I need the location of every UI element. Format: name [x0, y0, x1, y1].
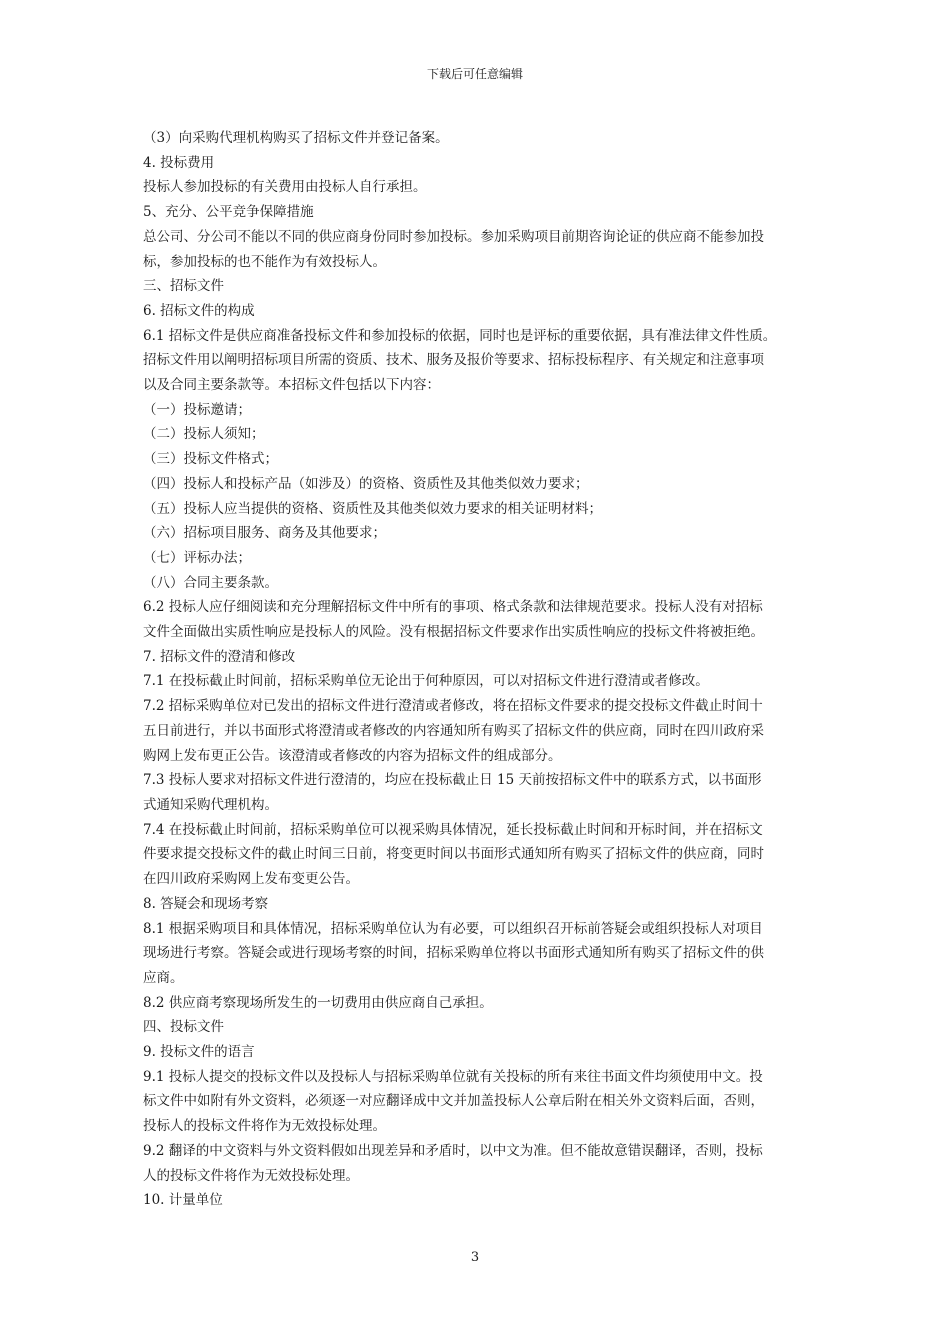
text-line: 三、招标文件 [143, 278, 224, 295]
text-line: 6. 招标文件的构成 [143, 302, 255, 319]
text-line: 招标文件用以阐明招标项目所需的资质、技术、服务及报价等要求、招标投标程序、有关规定和注意事项 [143, 352, 764, 369]
text-line: 现场进行考察。答疑会或进行现场考察的时间，招标采购单位将以书面形式通知所有购买了招标文件的供 [143, 945, 764, 962]
text-line: 4. 投标费用 [143, 154, 215, 171]
text-line: 投标人参加投标的有关费用由投标人自行承担。 [143, 179, 427, 196]
text-line: （3）向采购代理机构购买了招标文件并登记备案。 [143, 130, 449, 146]
text-line: 件要求提交投标文件的截止时间三日前，将变更时间以书面形式通知所有购买了招标文件的供应商，同时 [143, 846, 764, 863]
text-line: 10. 计量单位 [143, 1192, 223, 1209]
document-body [143, 126, 811, 1213]
text-line: 购网上发布更正公告。该澄清或者修改的内容为招标文件的组成部分。 [143, 747, 562, 764]
text-line: 以及合同主要条款等。本招标文件包括以下内容： [143, 377, 440, 394]
text-line: 9. 投标文件的语言 [143, 1044, 255, 1061]
text-line: 9.2 翻译的中文资料与外文资料假如出现差异和矛盾时，以中文为准。但不能故意错误翻译，否则，投标 [143, 1142, 763, 1159]
text-line: 7.2 招标采购单位对已发出的招标文件进行澄清或者修改，将在招标文件要求的提交投标文件截止时间十 [143, 698, 763, 715]
text-line: 7.1 在投标截止时间前，招标采购单位无论出于何种原因，可以对招标文件进行澄清或者修改。 [143, 673, 709, 690]
text-line: 7.4 在投标截止时间前，招标采购单位可以视采购具体情况，延长投标截止时间和开标时间，并在招标文 [143, 821, 763, 838]
text-line: 5、充分、公平竞争保障措施 [143, 204, 314, 221]
page-number: 3 [470, 1250, 480, 1265]
text-line: 投标人的投标文件将作为无效投标处理。 [143, 1118, 386, 1135]
text-line: 文件全面做出实质性响应是投标人的风险。没有根据招标文件要求作出实质性响应的投标文件将被拒绝。 [143, 624, 764, 641]
text-line: 总公司、分公司不能以不同的供应商身份同时参加投标。参加采购项目前期咨询论证的供应商不能参加投 [143, 228, 764, 245]
text-line: （二）投标人须知； [143, 426, 265, 443]
text-line: 8.2 供应商考察现场所发生的一切费用由供应商自己承担。 [143, 994, 493, 1011]
text-line: （一）投标邀请； [143, 401, 251, 418]
text-line: （五）投标人应当提供的资格、资质性及其他类似效力要求的相关证明材料； [143, 500, 602, 517]
text-line: 9.1 投标人提交的投标文件以及投标人与招标采购单位就有关投标的所有来往书面文件均须使用中文。投 [143, 1068, 763, 1085]
text-line: 6.2 投标人应仔细阅读和充分理解招标文件中所有的事项、格式条款和法律规范要求。投标人没有对招标 [143, 599, 763, 616]
text-line: 7. 招标文件的澄清和修改 [143, 648, 296, 665]
text-line: 8. 答疑会和现场考察 [143, 895, 269, 912]
text-line: （三）投标文件格式； [143, 451, 278, 468]
text-line: 标文件中如附有外文资料，必须逐一对应翻译成中文并加盖投标人公章后附在相关外文资料后面，否则， [143, 1093, 764, 1110]
text-line: （六）招标项目服务、商务及其他要求； [143, 525, 386, 542]
text-line: 应商。 [143, 969, 184, 986]
text-line: （八）合同主要条款。 [143, 574, 278, 591]
text-line: （七）评标办法； [143, 549, 251, 566]
text-line: 8.1 根据采购项目和具体情况，招标采购单位认为有必要，可以组织召开标前答疑会或组织投标人对项目 [143, 920, 763, 937]
text-line: 五日前进行，并以书面形式将澄清或者修改的内容通知所有购买了招标文件的供应商，同时在四川政府采 [143, 722, 764, 739]
text-line: 式通知采购代理机构。 [143, 796, 278, 813]
page-header: 下载后可任意编辑 [426, 67, 523, 81]
text-line: 7.3 投标人要求对招标文件进行澄清的，均应在投标截止日 15 天前按招标文件中的联系方式，以书面形 [143, 772, 762, 789]
text-line: 人的投标文件将作为无效投标处理。 [143, 1167, 359, 1184]
text-line: 标，参加投标的也不能作为有效投标人。 [143, 253, 386, 270]
text-line: 在四川政府采购网上发布变更公告。 [143, 871, 359, 888]
text-line: 四、投标文件 [143, 1019, 224, 1036]
text-line: （四）投标人和投标产品（如涉及）的资格、资质性及其他类似效力要求； [143, 475, 589, 492]
text-line: 6.1 招标文件是供应商准备投标文件和参加投标的依据，同时也是评标的重要依据，具有准法律文件性质。 [143, 327, 777, 344]
